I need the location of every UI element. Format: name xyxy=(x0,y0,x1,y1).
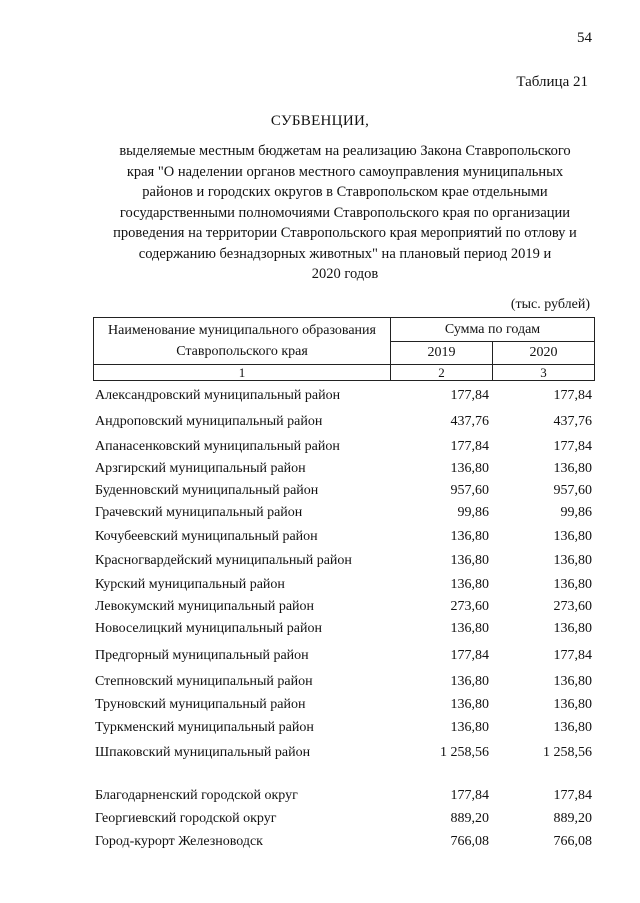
row-value-2019: 957,60 xyxy=(450,483,489,498)
description-line: 2020 годов xyxy=(311,266,379,282)
header-col-number: 3 xyxy=(493,365,595,381)
row-name: Степновский муниципальный район xyxy=(95,674,313,689)
row-name: Предгорный муниципальный район xyxy=(95,648,309,663)
row-name: Благодарненский городской округ xyxy=(95,788,298,803)
row-value-2020: 177,84 xyxy=(553,788,592,803)
table-row xyxy=(95,521,592,545)
row-name: Город-курорт Железноводск xyxy=(95,834,263,849)
row-value-2020: 1 258,56 xyxy=(543,745,592,760)
table-row xyxy=(95,404,592,430)
table-row xyxy=(95,384,592,404)
table-body xyxy=(95,384,592,850)
table-row xyxy=(95,827,592,850)
header-sum-column: Сумма по годам xyxy=(391,318,595,342)
table-row xyxy=(95,713,592,736)
table-row xyxy=(95,455,592,477)
row-name: Новоселицкий муниципальный район xyxy=(95,621,322,636)
row-name: Георгиевский городской округ xyxy=(95,811,277,826)
row-name: Андроповский муниципальный район xyxy=(95,414,323,429)
row-value-2020: 177,84 xyxy=(553,388,592,403)
row-name: Шпаковский муниципальный район xyxy=(95,745,311,760)
page-number: 54 xyxy=(577,30,592,46)
row-value-2019: 766,08 xyxy=(450,834,489,849)
row-name: Туркменский муниципальный район xyxy=(95,720,314,735)
row-value-2019: 99,86 xyxy=(457,505,489,520)
description-line: выделяемые местным бюджетам на реализацию Закона Ставропольского xyxy=(119,143,571,159)
table-row xyxy=(95,569,592,593)
row-value-2020: 177,84 xyxy=(553,648,592,663)
row-value-2020: 136,80 xyxy=(553,674,592,689)
row-value-2019: 177,84 xyxy=(450,648,489,663)
unit-label: (тыс. рублей) xyxy=(510,297,590,312)
row-value-2020: 889,20 xyxy=(553,811,592,826)
table-row xyxy=(95,593,592,615)
table-row xyxy=(95,761,592,804)
table-row xyxy=(95,430,592,455)
row-value-2019: 136,80 xyxy=(450,577,489,592)
table-row xyxy=(95,736,592,761)
row-value-2020: 957,60 xyxy=(553,483,592,498)
row-name: Буденновский муниципальный район xyxy=(95,483,319,498)
row-value-2019: 136,80 xyxy=(450,553,489,568)
row-name: Кочубеевский муниципальный район xyxy=(95,529,318,544)
row-name: Апанасенковский муниципальный район xyxy=(95,439,340,454)
row-value-2019: 136,80 xyxy=(450,674,489,689)
table-row xyxy=(95,664,592,690)
table-header xyxy=(93,317,595,381)
table-row xyxy=(95,615,592,637)
row-name: Красногвардейский муниципальный район xyxy=(95,553,352,568)
document-description xyxy=(95,141,595,285)
row-name: Труновский муниципальный район xyxy=(95,697,306,712)
row-value-2019: 273,60 xyxy=(450,599,489,614)
row-value-2020: 136,80 xyxy=(553,577,592,592)
row-value-2020: 766,08 xyxy=(553,834,592,849)
row-value-2020: 136,80 xyxy=(553,529,592,544)
row-value-2020: 99,86 xyxy=(560,505,592,520)
row-value-2020: 136,80 xyxy=(553,720,592,735)
row-name: Курский муниципальный район xyxy=(95,577,285,592)
header-col-number: 2 xyxy=(391,365,493,381)
row-value-2019: 1 258,56 xyxy=(440,745,489,760)
row-name: Александровский муниципальный район xyxy=(95,388,341,403)
description-line: государственными полномочиями Ставропольского края по организации xyxy=(119,204,571,221)
description-line: содержанию безнадзорных животных" на плановый период 2019 и xyxy=(138,245,552,262)
row-value-2020: 136,80 xyxy=(553,621,592,636)
header-col-number: 1 xyxy=(94,365,391,381)
row-value-2020: 273,60 xyxy=(553,599,592,614)
header-name-column: Наименование муниципального образования Ставропольского края xyxy=(94,318,391,365)
table-row xyxy=(95,499,592,521)
table-label: Таблица 21 xyxy=(516,74,588,90)
header-year-2020: 2020 xyxy=(493,342,595,365)
row-value-2020: 136,80 xyxy=(553,461,592,476)
row-value-2019: 136,80 xyxy=(450,720,489,735)
row-name: Грачевский муниципальный район xyxy=(95,505,303,520)
table-row xyxy=(95,545,592,569)
row-value-2019: 889,20 xyxy=(450,811,489,826)
table-row xyxy=(95,477,592,499)
table-row xyxy=(95,637,592,664)
row-value-2020: 437,76 xyxy=(553,414,592,429)
description-line: проведения на территории Ставропольского края мероприятий по отлову и xyxy=(113,225,577,241)
row-value-2019: 136,80 xyxy=(450,461,489,476)
row-value-2019: 177,84 xyxy=(450,388,489,403)
row-name: Левокумский муниципальный район xyxy=(95,599,315,614)
row-value-2020: 136,80 xyxy=(553,553,592,568)
row-value-2020: 177,84 xyxy=(553,439,592,454)
row-value-2019: 177,84 xyxy=(450,788,489,803)
row-value-2019: 177,84 xyxy=(450,439,489,454)
description-line: районов и городских округов в Ставропольском крае отдельными xyxy=(142,184,548,200)
row-value-2019: 136,80 xyxy=(450,529,489,544)
row-value-2019: 136,80 xyxy=(450,697,489,712)
document-title: СУБВЕНЦИИ, xyxy=(270,113,370,129)
table-row xyxy=(95,690,592,713)
row-value-2019: 136,80 xyxy=(450,621,489,636)
table-row xyxy=(95,804,592,827)
row-name: Арзгирский муниципальный район xyxy=(95,461,306,476)
header-year-2019: 2019 xyxy=(391,342,493,365)
row-value-2019: 437,76 xyxy=(450,414,489,429)
row-value-2020: 136,80 xyxy=(553,697,592,712)
description-line: края "О наделении органов местного самоуправления муниципальных xyxy=(126,163,564,180)
